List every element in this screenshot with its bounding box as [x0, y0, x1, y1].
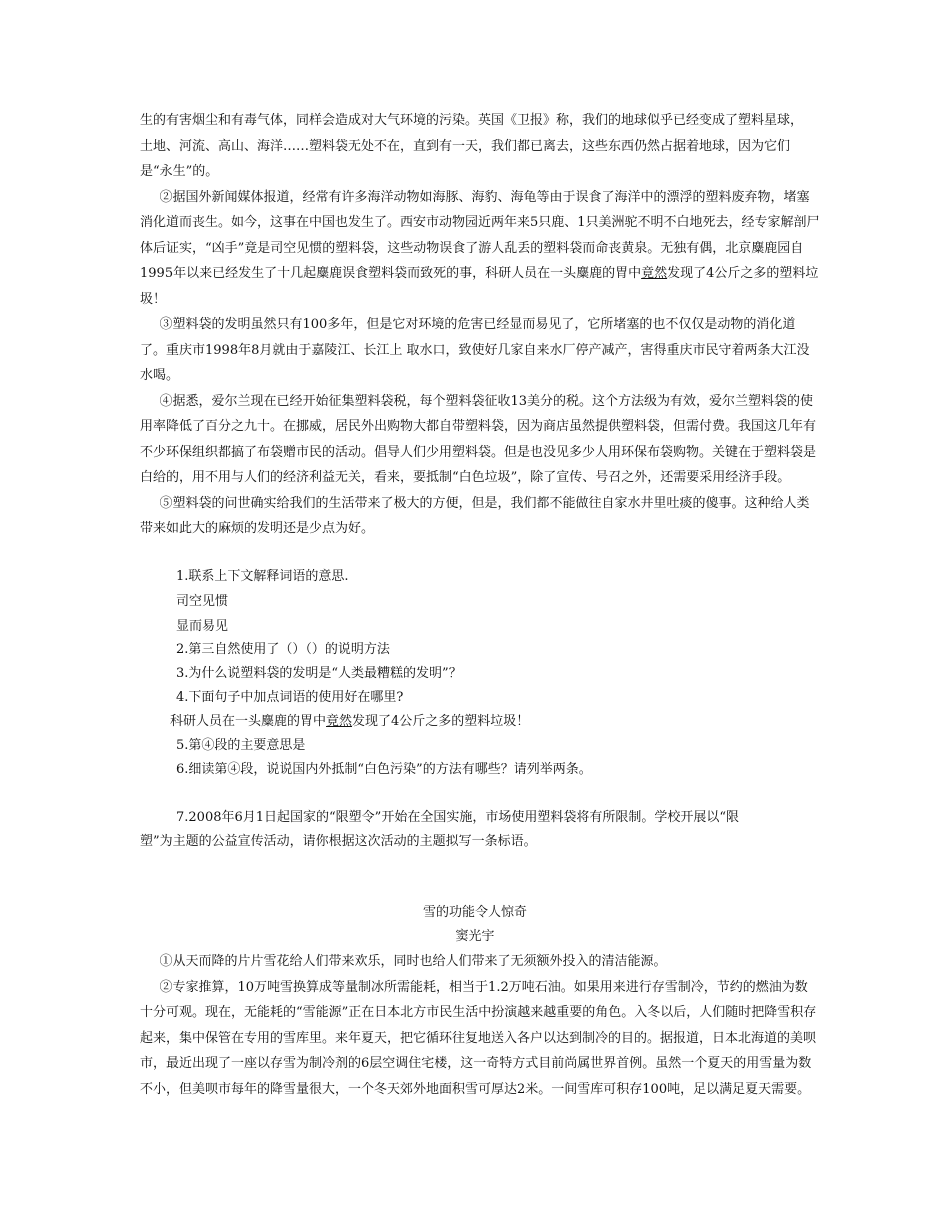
question-4-sentence-end: 发现了4公斤之多的塑料垃圾！ [352, 714, 530, 729]
paragraph-1-line-2: 土地、河流、高山、海洋……塑料袋无处不在，直到有一天，我们都已离去，这些东西仍然占据着地球，因为它们 [140, 138, 791, 154]
question-1: 1.联系上下文解释词语的意思. [176, 569, 349, 584]
paragraph-3: ③塑料袋的发明虽然只有100多年，但是它对环境的危害已经显而易见了，它所堵塞的也不仅仅是动物的消化道了。重庆市1998年8月就由于嘉陵江、长江上 取水口，致使好几家自来水厂停产减产，害得重庆市民守着两条大江没水喝。 [140, 317, 810, 383]
paragraph-2-text-end: 发现了4公斤之多的塑料垃圾！ [140, 266, 819, 307]
question-7-line-1: 7.2008年6月1日起国家的“限塑令”开始在全国实施，市场使用塑料袋将有所限制。学校开展以“限 [176, 810, 739, 825]
question-7-line-2: 塑”为主题的公益宣传活动，请你根据这次活动的主题拟写一条标语。 [140, 834, 537, 849]
question-4-sentence [170, 710, 529, 734]
question-1-term-a: 司空见惯 [176, 594, 229, 609]
article-2-author: 窦光宇 [455, 929, 495, 944]
question-3: 3.为什么说塑料袋的发明是“人类最糟糕的发明”？ [176, 666, 462, 681]
article-2-paragraph-2: ②专家推算，10万吨雪换算成等量制冰所需能耗，相当于1.2万吨石油。如果用来进行存雪制冷，节约的燃油为数十分可观。现在，无能耗的“雪能源”正在日本北方市民生活中扮演越来越重要的角色。入冬以后，人们随时把降雪积存起来，集中保管在专用的雪库里。来年夏天，把它循环往复地送入各户以达到制冷的目的。据报道，日本北海道的美呗市，最近出现了一座以存雪为制冷剂的6层空调住宅楼，这一奇特方式目前尚属世界首例。虽然一个夏天的用雪量为数不小，但美呗市每年的降雪量很大，一个冬天郊外地面积雪可厚达2米。一间雪库可积存100吨，足以满足夏天需要。 [140, 979, 817, 1097]
question-1-term-b: 显而易见 [176, 619, 229, 634]
paragraph-1-line-3: 是“永生”的。 [140, 164, 219, 179]
article-2-paragraph-1: ①从天而降的片片雪花给人们带来欢乐，同时也给人们带来了无须额外投入的清洁能源。 [159, 954, 667, 969]
paragraph-4: ④据悉，爱尔兰现在已经开始征集塑料袋税，每个塑料袋征收13美分的税。这个方法级为有效，爱尔兰塑料袋的使用率降低了百分之九十。在挪威，居民外出购物大都自带塑料袋，因为商店虽然提供塑料袋，但需付费。我国这几年有不少环保组织都搞了布袋赠市民的活动。倡导人们少用塑料袋。但是也没见多少人用环保布袋购物。关键在于塑料袋是白给的，用不用与人们的经济利益无关，看来，要抵制“白色垃圾”，除了宣传、号召之外，还需要采用经济手段。 [140, 393, 817, 485]
question-4: 4.下面句子中加点词语的使用好在哪里? [176, 690, 404, 705]
underlined-word-jingran: 竟然 [641, 266, 668, 281]
article-snow-function [140, 949, 820, 1102]
paragraph-1-end [140, 108, 820, 185]
article-2-title: 雪的功能令人惊奇 [422, 905, 527, 920]
question-4-sentence-start: 科研人员在一头麋鹿的胃中 [170, 714, 327, 729]
paragraph-2-text: ②据国外新闻媒体报道，经常有许多海洋动物如海豚、海豹、海龟等由于误食了海洋中的漂浮的塑料废弃物，堵塞消化道而丧生。如今，这事在中国也发生了。西安市动物园近两年来5只鹿、1只美洲驼不明不白地死去，经专家解剖尸体后证实，“凶手”竟是司空见惯的塑料袋，这些动物误食了游人乱丢的塑料袋而命丧黄泉。无独有偶，北京麋鹿园自1995年以来已经发生了十几起麋鹿误食塑料袋而致死的事，科研人员在一头麋鹿的胃中 [140, 189, 820, 281]
question-2: 2.第三自然使用了（）（）的说明方法 [176, 642, 390, 657]
article-plastic-bags [140, 108, 820, 542]
paragraph-5: ⑤塑料袋的问世确实给我们的生活带来了极大的方便，但是，我们都不能做往自家水井里吐痰的傻事。这种给人类带来如此大的麻烦的发明还是少点为好。 [140, 495, 810, 536]
underlined-word-jingran-q4: 竟然 [326, 714, 353, 729]
question-5: 5.第④段的主要意思是 [176, 738, 306, 753]
paragraph-2 [140, 185, 820, 313]
question-6: 6.细读第④段，说说国内外抵制“白色污染”的方法有哪些？请列举两条。 [176, 762, 592, 777]
paragraph-1-line-1: 生的有害烟尘和有毒气体，同样会造成对大气环境的污染。英国《卫报》称，我们的地球似乎已经变成了塑料星球， [140, 113, 804, 128]
